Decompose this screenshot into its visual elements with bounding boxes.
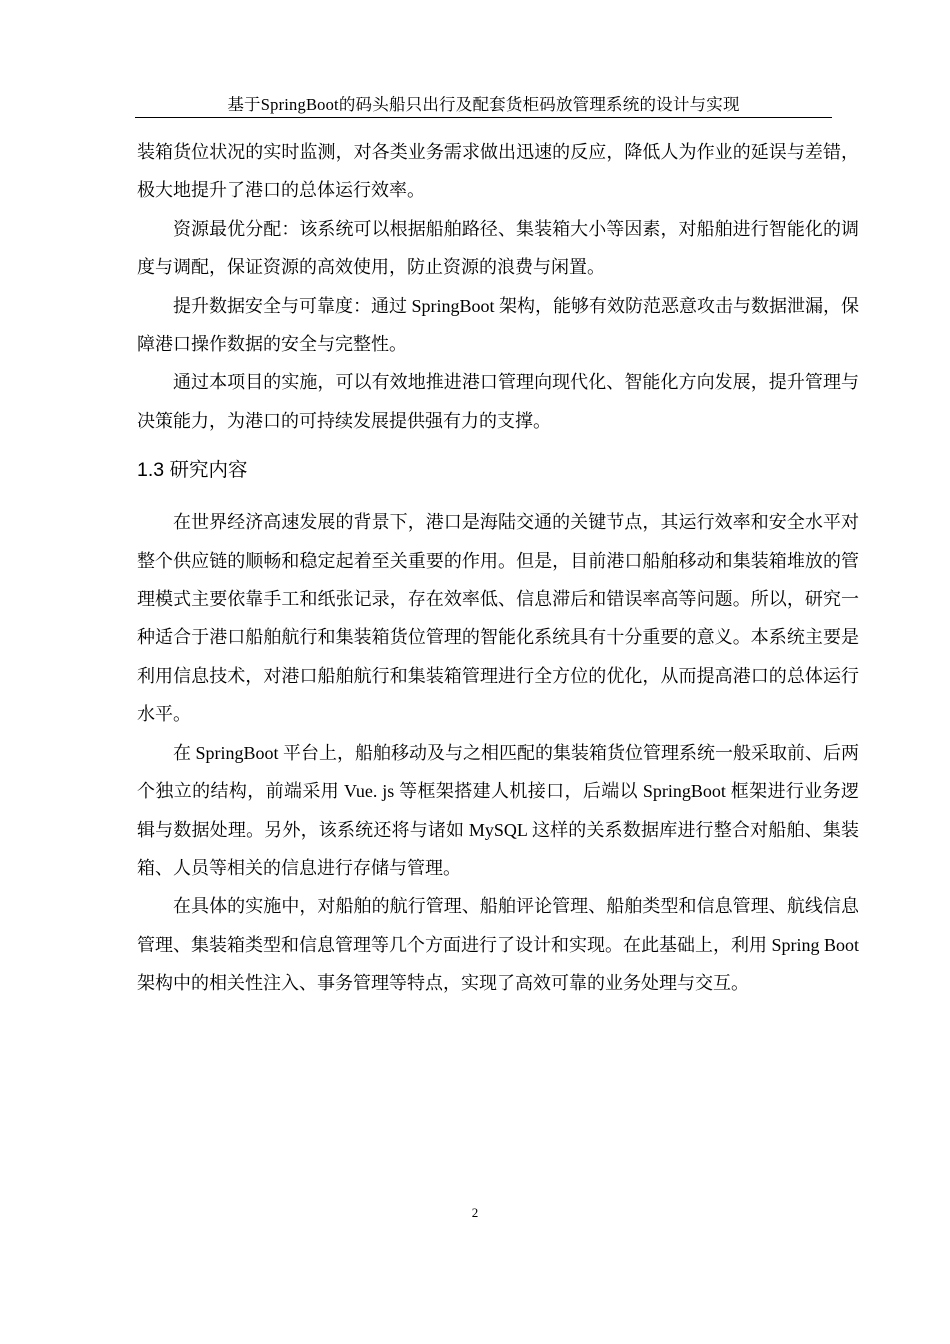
paragraph-architecture: 在 SpringBoot 平台上，船舶移动及与之相匹配的集装箱货位管理系统一般采取前、后两个独立的结构，前端采用 Vue. js 等框架搭建人机接口，后端以 SpringBoot 框架进行业务逻辑与数据处理。另外，该系统还将与诸如 MySQL 这样的关系数据库进行整合对船舶、集装箱、人员等相关的信息进行存储与管理。 [137, 742, 860, 878]
section-heading: 1.3 研究内容 [137, 459, 248, 482]
paragraph-resource-allocation: 资源最优分配：该系统可以根据船舶路径、集装箱大小等因素，对船舶进行智能化的调度与调配，保证资源的高效使用，防止资源的浪费与闲置。 [137, 218, 859, 278]
paragraph-project-impact: 通过本项目的实施，可以有效地推进港口管理向现代化、智能化方向发展，提升管理与决策能力，为港口的可持续发展提供强有力的支撑。 [137, 372, 859, 431]
body-content [137, 133, 859, 1003]
paragraph-continued: 装箱货位状况的实时监测，对各类业务需求做出迅速的反应，降低人为作业的延误与差错，极大地提升了港口的总体运行效率。 [137, 142, 859, 201]
paragraph-data-security: 提升数据安全与可靠度：通过 SpringBoot 架构，能够有效防范恶意攻击与数据泄漏，保障港口操作数据的安全与完整性。 [137, 295, 860, 355]
running-header: 基于SpringBoot的码头船只出行及配套货柜码放管理系统的设计与实现 [135, 92, 832, 118]
page-number: 2 [471, 1205, 479, 1220]
paragraph-implementation: 在具体的实施中，对船舶的航行管理、船舶评论管理、船舶类型和信息管理、航线信息管理、集装箱类型和信息管理等几个方面进行了设计和实现。在此基础上，利用 Spring Boot 架构中的相关性注入、事务管理等特点，实现了高效可靠的业务处理与交互。 [137, 896, 860, 994]
paragraph-background: 在世界经济高速发展的背景下，港口是海陆交通的关键节点，其运行效率和安全水平对整个供应链的顺畅和稳定起着至关重要的作用。但是，目前港口船舶移动和集装箱堆放的管理模式主要依靠手工和纸张记录，存在效率低、信息滞后和错误率高等问题。所以，研究一种适合于港口船舶航行和集装箱货位管理的智能化系统具有十分重要的意义。本系统主要是利用信息技术，对港口船舶航行和集装箱管理进行全方位的优化，从而提高港口的总体运行水平。 [137, 512, 859, 725]
